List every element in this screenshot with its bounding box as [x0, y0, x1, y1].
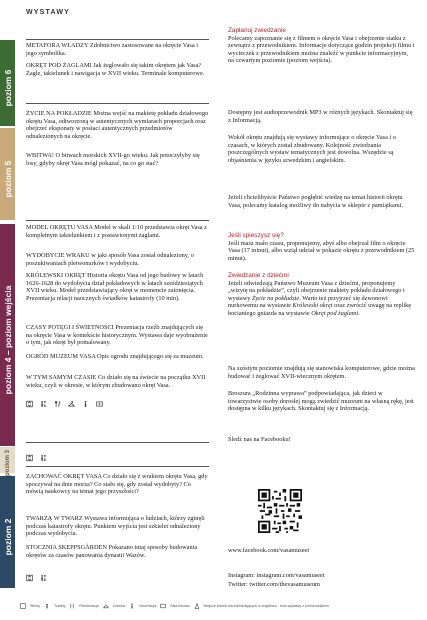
section-heading: Zwiedzanie z dziećmi [228, 272, 289, 279]
children-section [228, 272, 415, 318]
exhibit-title: OGRÓD MUZEUM VASA [26, 353, 96, 360]
exhibit-title: MODEL OKRĘTU VASA [26, 224, 93, 231]
level-label-2: poziom 2 [2, 518, 13, 556]
exhibit-wtym [26, 374, 209, 389]
section-heading: Zapłanuj zwiedzanie [228, 27, 286, 34]
section-text: Polecamy zapoznanie się z filmem o okręcie Vasa i obejrzenie statku z zewnątrz z przewodnikiem. Informacje dotyczące godzin projekcji filmu i wycieczek z przewodnikiem można znaleźć w punkcie informacyjnym, na czwartym poziomie (poziom wejścia). [228, 34, 415, 65]
legend-label: Zostrów [112, 604, 126, 608]
exhibit-text: Wystawa informująca o ludziach, którzy zginęli podczas katastrofy okrętu. Punktem wyjścia jest szkielet odnaleziony podczas wydobycia. [26, 515, 205, 538]
family-brochure-text: Broszura „Rodzinna wyprawa” podpowiadająca, jak dzieci w towarzystwie osoby dorosłej mogą zwiedzić muzeum na własną rękę, jest dostępna w kilku językach. Skontaktuj się z Informacją. [228, 390, 414, 413]
level-tab-2 [0, 476, 15, 588]
toilet-icon [44, 603, 50, 609]
legend-label: Toalety [54, 604, 66, 608]
facebook-follow-text: Śledź nas na Facebooku! [228, 436, 291, 443]
exhibit-text: Prezentacja rzeźb znajdujących się na okręcie Vasa w kontekście historycznym. Wystawa daje wyobrażenie o tym, jak okręt był pomalowany. [26, 324, 208, 347]
level-label-3: poziom 3 [4, 449, 11, 477]
exhibit-title: TWARZĄ W TWARZ [26, 515, 83, 522]
plan-visit-section [228, 27, 415, 65]
level-label-4: poziom 4 – poziom wejścia [2, 285, 13, 395]
text-run: Jeżeli odwiedzają Państwo Muzeum Vasa z dziećmi, proponujemy „wizytę na pokładzie”, czyli obejrzenie makiety pokładu działowego i wystawy [228, 279, 405, 302]
exhibit-okret-pod-zaglami [26, 62, 209, 77]
level-tab-3 [0, 447, 15, 477]
level6-computers-text: Na szóstym poziomie znajdują się stanowiska komputerowe, gdzie można budować i żeglować XVII-wiecznym okrętem. [228, 365, 415, 380]
instagram-link[interactable]: Instagram: instagram.com/vasamuseet [228, 572, 325, 579]
exhibit-zachowac [26, 473, 209, 496]
legend-label: Windy [30, 604, 40, 608]
exhibit-twarza [26, 515, 209, 538]
exhibit-text: Jak żeglowało się takim okrętem jak Vasa? Żagle, takielunek i nawigacja w XVII wieku. Terminale komputerowe. [26, 62, 205, 77]
exhibit-text: Zdobnictwo zastosowane na okręcie Vasa i jego symbolika. [26, 42, 198, 57]
page-header [0, 0, 427, 18]
legend-label: Informacja [139, 604, 157, 608]
exhibit-text: O bitwach morskich XVII-go wieku. Jak potoczyłyby się losy, gdyby okręt Vasa mógł pokazać, na co go stać? [26, 152, 200, 167]
exhibit-title: ŻYCIE NA POKŁADZIE [26, 110, 92, 117]
restaurant-icon [54, 400, 61, 408]
exhibit-krolewski [26, 272, 209, 302]
elevator-icon [26, 574, 33, 582]
elevator-icon [26, 454, 33, 462]
restaurant-icon [69, 603, 75, 609]
hurry-section [228, 232, 415, 262]
cinema-icon [160, 603, 166, 609]
info-icon [129, 603, 135, 609]
facebook-link[interactable]: www.facebook.com/vasamuseet [228, 547, 310, 554]
text-run: oraz zwrócić uwagę na replikę bocianiego gniazda na wystawie [228, 302, 412, 317]
exhibit-title: ZACHOWAĆ OKRĘT VASA [26, 473, 102, 480]
audioguide-text: Dostępny jest audioprzewodnik MP3 w różnych językach. Skontaktuj się z Informacją. [228, 109, 413, 124]
divider [26, 466, 209, 467]
divider [26, 442, 209, 443]
cloakroom-icon [103, 603, 109, 609]
text-run-italic: Okręt pod żaglami [311, 309, 359, 317]
legend-label: Miejsce zbiórki dla zwiedzających w angielsku - koło wystawy z przewodnikiem [203, 604, 329, 608]
exhibit-wydobycie [26, 252, 209, 267]
exhibit-zycie [26, 110, 209, 140]
exhibit-text: Pokazano tutaj sposoby budowania okrętów za czasów panowania dynastii Wazów. [26, 544, 198, 559]
exhibit-stocznia [26, 544, 209, 559]
toilet-icon [40, 454, 47, 462]
level-label-6: poziom 6 [2, 69, 13, 107]
exhibit-text: Opis ogrodu znajdującego się za muzeum. [95, 353, 204, 360]
toilet-icon [40, 574, 47, 582]
level-tab-5 [0, 128, 15, 220]
exhibit-czasy [26, 324, 209, 347]
meeting-point-icon [194, 603, 200, 609]
exhibit-wbitwa [26, 152, 209, 167]
level3-facility-icons [26, 454, 47, 462]
cinema-icon [96, 400, 103, 408]
exhibit-title: STOCZNIA SKEPPSGÅRDEN [26, 544, 107, 551]
level-tab-4 [0, 224, 15, 446]
exhibit-title: METAFORA WŁADZY [26, 42, 89, 49]
catalog-text: Jeżeli chcielibyście Państwo pogłębić wiedzę na temat historii okrętu Vasa, polecamy katalog możliwy do nabycia w sklepie z pamiątkami. [228, 194, 404, 209]
page-title: WYSTAWY [26, 9, 71, 16]
exhibit-title: KRÓLEWSKI OKRĘT [26, 272, 86, 279]
text-run: . Warto też przyjrzeć się dzwonowi nurkowemu na wystawie [228, 294, 388, 310]
level2-facility-icons [26, 574, 47, 582]
text-run: . [358, 309, 360, 317]
toilet-icon [40, 400, 47, 408]
text-run-italic: Życie na pokładzie [251, 294, 300, 302]
exhibit-title: OKRĘT POD ŻAGLAMI [26, 62, 92, 69]
cloakroom-icon [68, 400, 75, 408]
exhibit-text: Co działo się na świecie na początku XVII wieku, czyli w okresie, w którym zbudowano okręt Vasa. [26, 374, 206, 389]
exhibit-title: WBITWA! [26, 152, 54, 159]
exhibit-text: Co działo się z wrakiem okrętu Vasa, gdy spoczywał na dnie morza? Co stało się, gdy został wydobyty? Co mówią naukowcy na temat jego przyszłości? [26, 473, 208, 496]
divider [26, 39, 209, 40]
exhibit-metafora [26, 42, 209, 57]
section-text [228, 280, 415, 318]
exhibit-text: Model w skali 1:10 przedstawia okręt Vasa z kompletnym takielunkiem i z postawionymi żaglami. [26, 224, 207, 239]
twitter-link[interactable]: Twitter: twitter.com/thevasamuseum [228, 581, 320, 588]
facility-icons [26, 400, 103, 408]
exhibit-model [26, 224, 209, 239]
exhibit-text: w jaki sposób Vasa został odnaleziony, o poszukiwaniach pletwonurków i wydobyciu. [26, 252, 194, 267]
exhibit-title: WYDOBYCIE WRAKU [26, 252, 90, 259]
level-label-5: poziom 5 [2, 160, 13, 198]
text-run-italic: Królewski okręt [292, 302, 333, 310]
exhibitions-around-text: Wokół okrętu znajdują się wystawy informujące o okręcie Vasa i o czasach, w których został zbudowany. Kolejność zwiedzania poszczególnych wystaw tematycznych jest dowolna. Wszędzie są objaśnienia w języku szwedzkim i angielskim. [228, 134, 396, 164]
elevator-icon [26, 400, 33, 408]
divider [26, 103, 209, 104]
level-tab-6 [0, 40, 15, 126]
exhibit-text: Można wejść na makietę pokładu działowego okrętu Vasa, odtworzoną w autentycznych wymiarach proporcjach oraz obejrzeć eksponaty w postaci autentycznych przedmiotów odnalezionych na okręcie. [26, 110, 209, 140]
section-heading: Jeśli spieszysz się? [228, 232, 284, 239]
exhibit-title: W TYM SAMYM CZASIE [26, 374, 97, 381]
section-text: Jeśli masz mało czasu, proponujemy, abyś albo obejrzał film o okręcie Vasa (17 minut), albo wziął udział w pokazie okrętu z przewodnikiem (25 minut). [228, 239, 415, 262]
legend-label: Sala kinowa [170, 604, 190, 608]
exhibit-text: Historia okrętu Vasa od jego budowy w latach 1626-1628 do wydobycia dział pokładowych w latach sześdziesiątych XVII wieku. Model przedstawiający okręt w momencie zatonięcia. Prezentacja relacji naocznych świadków katastrofy (10 min). [26, 272, 204, 302]
exhibit-ogrod [26, 353, 209, 361]
icon-legend [20, 601, 420, 611]
info-icon [82, 400, 89, 408]
qr-code-icon[interactable] [258, 489, 302, 533]
elevator-icon [20, 603, 26, 609]
legend-label: Restauracja [79, 604, 99, 608]
divider [26, 220, 209, 221]
exhibit-title: CZASY POTĘGI I ŚWIETNOŚCI [26, 324, 114, 331]
